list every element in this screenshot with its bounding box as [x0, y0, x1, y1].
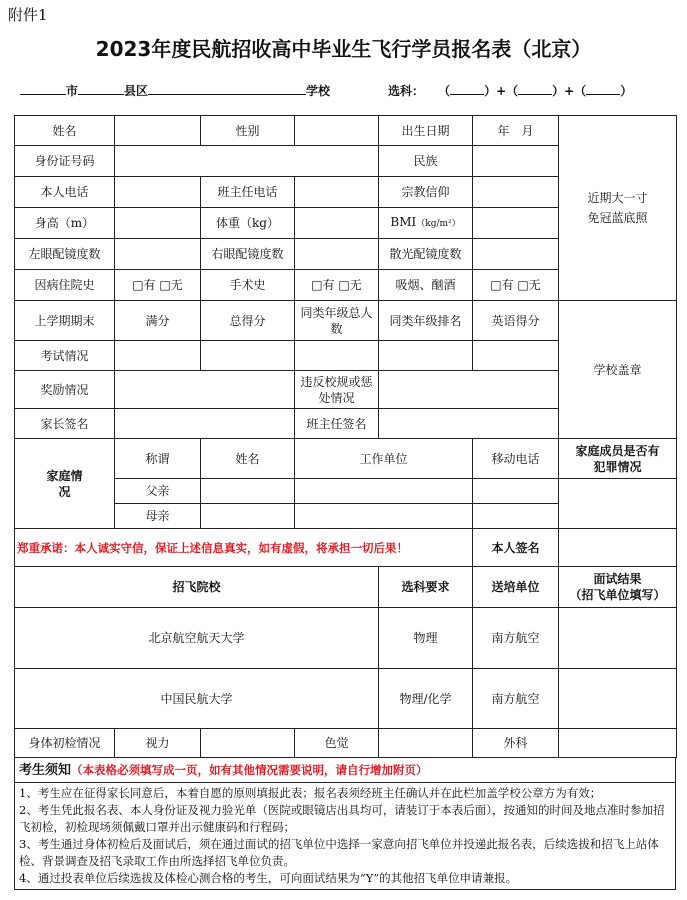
self-sign-label: 本人签名	[473, 529, 559, 567]
list-item: 2、考生凭此报名表、本人身份证及视力验光单（医院或眼镜店出具均可，请装订于本表后面），按通知的时间及地点准时参加招飞初检，初检现场须佩戴口罩并出示健康码和行程码；	[19, 803, 665, 834]
exam-label-b: 考试情况	[15, 341, 115, 371]
school-stamp-box[interactable]: 学校盖章	[559, 301, 677, 439]
parent-sign-label: 家长签名	[15, 409, 115, 439]
father-label: 父亲	[115, 479, 201, 504]
subject-blank-2[interactable]	[518, 82, 552, 95]
teacher-phone-field[interactable]	[295, 177, 379, 208]
recruit-school-2: 中国民航大学	[15, 669, 379, 729]
teacher-phone-label: 班主任电话	[201, 177, 295, 208]
table-row	[15, 669, 677, 729]
paren: ）	[620, 84, 633, 98]
religion-label: 宗教信仰	[379, 177, 473, 208]
right-eye-label: 右眼配镜度数	[201, 239, 295, 270]
hospital-label: 因病住院史	[15, 270, 115, 301]
grade-count-label: 同类年级总人数	[295, 301, 379, 341]
school-blank[interactable]	[148, 82, 306, 95]
name-label: 姓名	[15, 116, 115, 146]
color-field[interactable]	[379, 729, 473, 758]
astig-field[interactable]	[473, 239, 559, 270]
color-label: 色觉	[295, 729, 379, 758]
weight-field[interactable]	[295, 208, 379, 239]
grade-rank-label: 同类年级排名	[379, 301, 473, 341]
list-item: 1、考生应在征得家长同意后，本着自愿的原则填报此表；报名表须经班主任确认并在此栏加盖学校公章方为有效；	[19, 786, 602, 800]
gender-label: 性别	[201, 116, 295, 146]
gender-field[interactable]	[295, 116, 379, 146]
right-eye-field[interactable]	[295, 239, 379, 270]
ethnic-label: 民族	[379, 146, 473, 177]
bmi-text: BMI	[390, 215, 417, 229]
mother-mobile-field[interactable]	[473, 504, 559, 529]
religion-field[interactable]	[473, 177, 559, 208]
recruit-subject-2: 物理/化学	[379, 669, 473, 729]
surgery-dept-label: 外科	[473, 729, 559, 758]
smoke-checkbox[interactable]: □有 □无	[473, 270, 559, 301]
crime-field[interactable]	[559, 479, 677, 529]
father-mobile-field[interactable]	[473, 479, 559, 504]
left-eye-field[interactable]	[115, 239, 201, 270]
english-field[interactable]	[473, 341, 559, 371]
recruit-body-table	[14, 566, 677, 729]
recruit-school-header: 招飞院校	[15, 567, 379, 608]
mother-work-field[interactable]	[295, 504, 473, 529]
height-field[interactable]	[115, 208, 201, 239]
smoke-label: 吸烟、酗酒	[379, 270, 473, 301]
notes-heading-row	[15, 758, 676, 783]
family-label: 家庭情况	[15, 439, 115, 529]
notes-heading: 考生须知	[19, 763, 72, 778]
recruit-school-1: 北京航空航天大学	[15, 608, 379, 669]
county-label: 县区	[124, 84, 149, 98]
paren: （	[438, 84, 451, 98]
physical-table	[14, 728, 677, 758]
photo-box[interactable]: 近期大一寸 免冠蓝底照	[559, 116, 677, 301]
subject-blank-1[interactable]	[450, 82, 484, 95]
school-line	[20, 82, 680, 99]
award-field[interactable]	[115, 371, 295, 409]
surgery-checkbox[interactable]: □有 □无	[295, 270, 379, 301]
violation-label: 违反校规或惩处情况	[295, 371, 379, 409]
birth-field[interactable]: 年 月	[473, 116, 559, 146]
ethnic-field[interactable]	[473, 146, 559, 177]
english-label: 英语得分	[473, 301, 559, 341]
left-eye-label: 左眼配镜度数	[15, 239, 115, 270]
bmi-label	[379, 208, 473, 239]
id-field[interactable]	[115, 146, 379, 177]
phone-label: 本人电话	[15, 177, 115, 208]
notes-heading-red: （本表格必须填写成一页，如有其他情况需要说明，请自行增加附页）	[71, 763, 428, 777]
exam-label-a: 上学期期末	[15, 301, 115, 341]
mother-label: 母亲	[115, 504, 201, 529]
phone-field[interactable]	[115, 177, 201, 208]
recruit-result-2[interactable]	[559, 669, 677, 729]
grade-rank-field[interactable]	[379, 341, 473, 371]
surgery-dept-field[interactable]	[559, 729, 677, 758]
teacher-sign-label: 班主任签名	[295, 409, 379, 439]
father-work-field[interactable]	[295, 479, 473, 504]
birth-label: 出生日期	[379, 116, 473, 146]
paren: ）+（	[552, 84, 587, 98]
name-field[interactable]	[115, 116, 201, 146]
page-title: 2023年度民航招收高中毕业生飞行学员报名表（北京）	[95, 37, 592, 61]
mother-name-field[interactable]	[201, 504, 295, 529]
full-score-field[interactable]	[115, 341, 201, 371]
vision-label: 视力	[115, 729, 201, 758]
city-label: 市	[66, 84, 79, 98]
recruit-subject-1: 物理	[379, 608, 473, 669]
promise-text: 郑重承诺：本人诚实守信，保证上述信息真实，如有虚假，将承担一切后果！	[15, 529, 473, 567]
family-mobile-col: 移动电话	[473, 439, 559, 479]
physical-label: 身体初检情况	[15, 729, 115, 758]
violation-field[interactable]	[379, 371, 559, 409]
weight-label: 体重（kg）	[201, 208, 295, 239]
subject-blank-3[interactable]	[586, 82, 620, 95]
recruit-result-header: 面试结果 （招飞单位填写）	[559, 567, 677, 608]
teacher-sign-field[interactable]	[379, 409, 559, 439]
school-label: 学校	[306, 84, 331, 98]
id-label: 身份证号码	[15, 146, 115, 177]
father-name-field[interactable]	[201, 479, 295, 504]
full-score-label: 满分	[115, 301, 201, 341]
recruit-result-1[interactable]	[559, 608, 677, 669]
recruit-unit-header: 送培单位	[473, 567, 559, 608]
total-score-label: 总得分	[201, 301, 295, 341]
recruit-unit-1: 南方航空	[473, 608, 559, 669]
total-score-field[interactable]	[201, 341, 295, 371]
astig-label: 散光配镜度数	[379, 239, 473, 270]
family-name-col: 姓名	[201, 439, 295, 479]
family-title-col: 称谓	[115, 439, 201, 479]
list-item: 3、考生通过身体初检后及面试后，须在通过面试的招飞单位中选择一家意向招飞单位并投递此报名表，后续选拔和招飞上站体检、背景调查及招飞录取工作由所选择招飞单位负责。	[19, 837, 659, 868]
list-item: 4、通过投表单位后续选拔及体检心测合格的考生，可向面试结果为“Y”的其他招飞单位申请兼报。	[19, 871, 518, 885]
recruit-unit-2: 南方航空	[473, 669, 559, 729]
grade-count-field[interactable]	[295, 341, 379, 371]
height-label: 身高（m）	[15, 208, 115, 239]
notes-table	[14, 757, 676, 890]
parent-sign-field[interactable]	[115, 409, 295, 439]
table-row	[15, 608, 677, 669]
annex-label: 附件1	[8, 6, 48, 24]
city-blank[interactable]	[20, 82, 66, 95]
personal-info-table	[14, 115, 677, 439]
family-crime-col: 家庭成员是否有犯罪情况	[559, 439, 677, 479]
subject-label: 选科：	[388, 84, 425, 98]
family-work-col: 工作单位	[295, 439, 473, 479]
notes-body	[15, 783, 676, 890]
paren: ）+（	[484, 84, 519, 98]
hospital-checkbox[interactable]: □有 □无	[115, 270, 201, 301]
self-sign-field[interactable]	[559, 529, 677, 567]
surgery-label: 手术史	[201, 270, 295, 301]
award-label: 奖励情况	[15, 371, 115, 409]
vision-field[interactable]	[201, 729, 295, 758]
bmi-field[interactable]	[473, 208, 559, 239]
recruit-subject-header: 选科要求	[379, 567, 473, 608]
county-blank[interactable]	[78, 82, 124, 95]
family-table	[14, 438, 677, 567]
bmi-unit: （kg/m²）	[416, 219, 461, 229]
